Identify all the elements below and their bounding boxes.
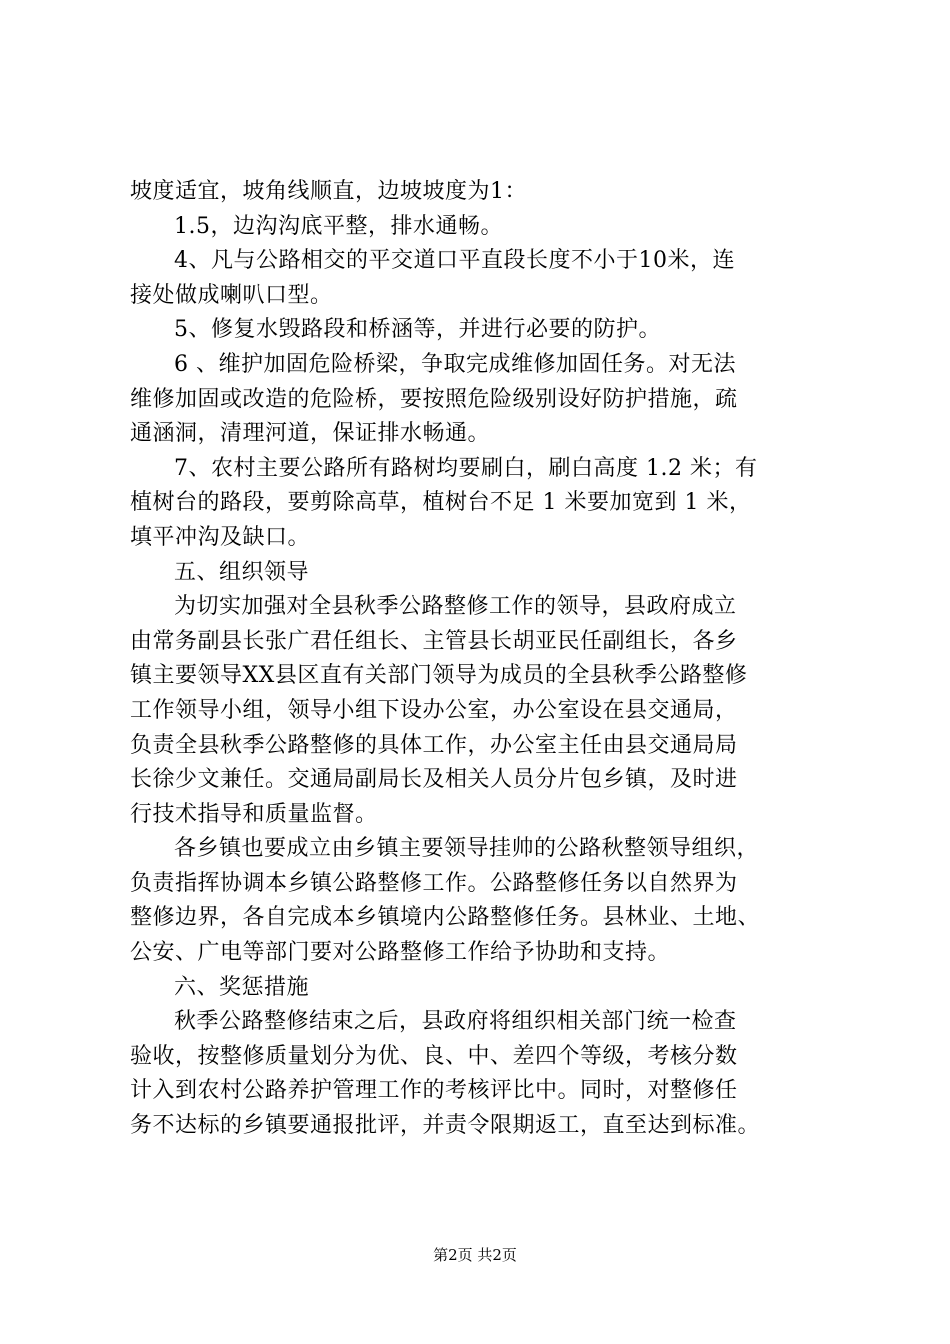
text-line: 坡度适宜，坡角线顺直，边坡坡度为1： [130, 179, 527, 204]
text-line: 7、农村主要公路所有路树均要刷白，刷白高度 1.2 米；有 [174, 455, 758, 481]
text-line: 通涵洞，清理河道，保证排水畅通。 [130, 421, 491, 447]
text-line: 维修加固或改造的危险桥，要按照危险级别设好防护措施，疏 [130, 386, 738, 412]
text-line: 秋季公路整修结束之后，县政府将组织相关部门统一检查 [174, 1009, 737, 1035]
text-line: 五、组织领导 [174, 559, 310, 585]
text-line: 工作领导小组，领导小组下设办公室，办公室设在县交通局， [130, 697, 738, 723]
text-line: 验收，按整修质量划分为优、良、中、差四个等级，考核分数 [130, 1043, 738, 1069]
text-line: 填平冲沟及缺口。 [130, 524, 311, 550]
text-line: 负责指挥协调本乡镇公路整修工作。公路整修任务以自然界为 [130, 870, 738, 896]
text-line: 负责全县秋季公路整修的具体工作，办公室主任由县交通局局 [130, 732, 738, 758]
document-body [130, 175, 850, 1144]
text-line: 1.5，边沟沟底平整，排水通畅。 [174, 213, 503, 239]
text-line: 由常务副县长张广君任组长、主管县长胡亚民任副组长，各乡 [130, 628, 738, 654]
text-line: 植树台的路段，要剪除高草，植树台不足 1 米要加宽到 1 米， [130, 490, 752, 516]
text-line: 镇主要领导XX县区直有关部门领导为成员的全县秋季公路整修 [130, 663, 748, 689]
text-line: 行技术指导和质量监督。 [130, 801, 378, 827]
text-line: 计入到农村公路养护管理工作的考核评比中。同时，对整修任 [130, 1078, 738, 1104]
text-line: 6 、维护加固危险桥梁，争取完成维修加固任务。对无法 [174, 351, 736, 377]
text-line: 整修边界，各自完成本乡镇境内公路整修任务。县林业、土地、 [130, 905, 761, 931]
text-line: 各乡镇也要成立由乡镇主要领导挂帅的公路秋整领导组织， [174, 836, 760, 862]
text-line: 六、奖惩措施 [174, 974, 310, 1000]
text-line: 务不达标的乡镇要通报批评，并责令限期返工，直至达到标准。 [130, 1113, 761, 1139]
page-footer: 第2页 共2页 [433, 1246, 517, 1264]
text-line: 长徐少文兼任。交通局副局长及相关人员分片包乡镇，及时进 [130, 767, 738, 793]
text-line: 为切实加强对全县秋季公路整修工作的领导，县政府成立 [174, 594, 737, 620]
text-line: 公安、广电等部门要对公路整修工作给予协助和支持。 [130, 940, 671, 966]
text-line: 5、修复水毁路段和桥涵等，并进行必要的防护。 [174, 317, 661, 343]
text-line: 4、凡与公路相交的平交道口平直段长度不小于10米，连 [174, 248, 735, 274]
text-line: 接处做成喇叭口型。 [130, 282, 333, 308]
